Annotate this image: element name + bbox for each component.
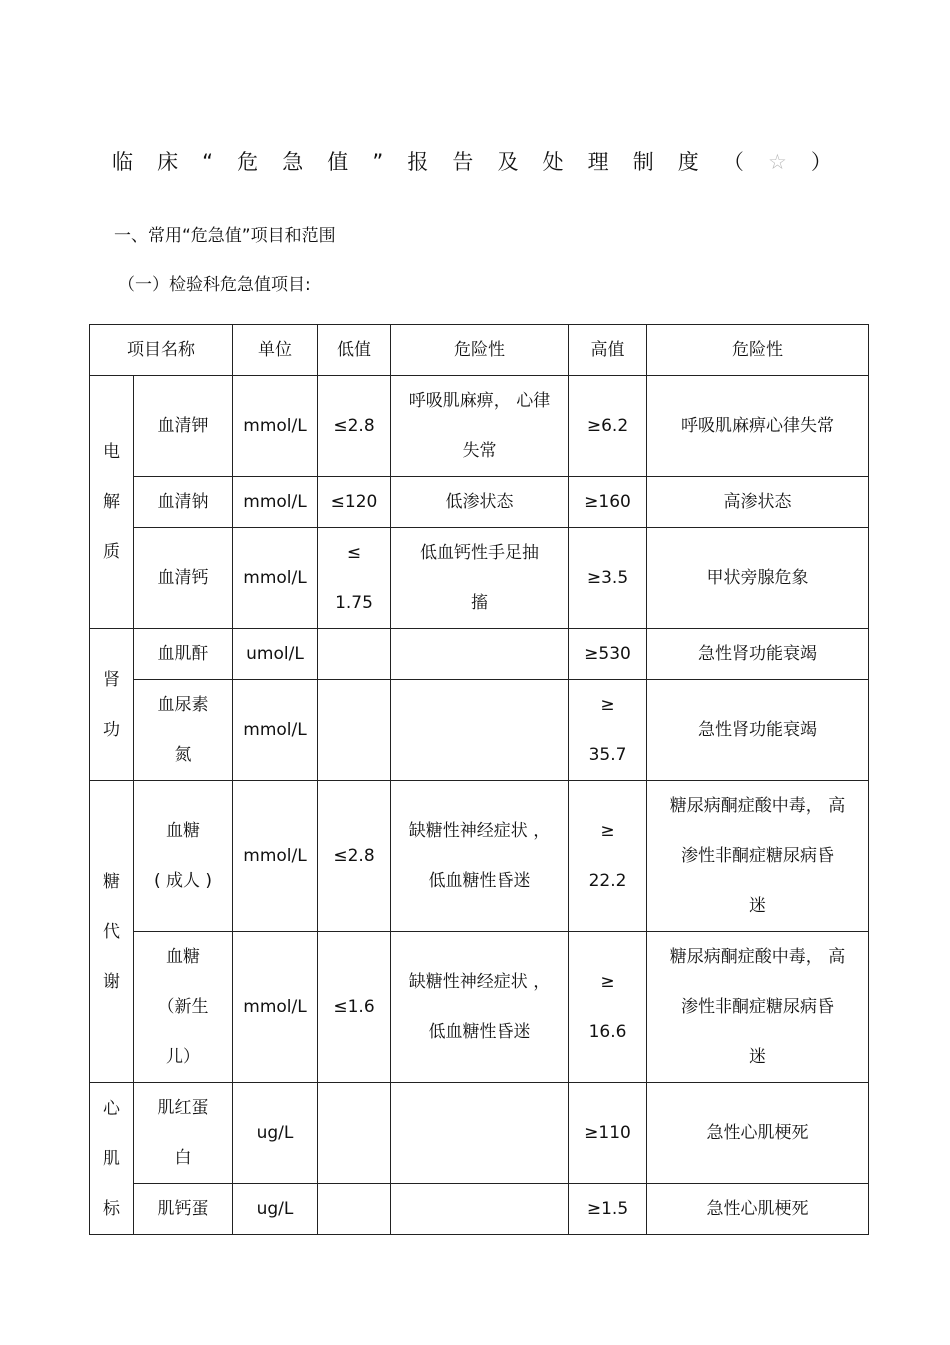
group-label: 心肌标 — [103, 1098, 120, 1219]
high-risk-cell: 糖尿病酮症酸中毒， 高 渗性非酮症糖尿病昏 迷 — [647, 781, 869, 932]
unit-cell: mmol/L — [233, 680, 318, 781]
header-high: 高值 — [569, 325, 647, 376]
title-char: ” — [372, 150, 384, 174]
group-label: 电解质 — [103, 442, 120, 562]
high-risk-cell: 急性心肌梗死 — [647, 1184, 869, 1235]
title-char: 危 — [237, 150, 259, 174]
low-cell: ≤120 — [318, 477, 391, 528]
title-char: ） — [810, 150, 832, 174]
title-char: 临 — [112, 150, 133, 174]
title-char: （ — [722, 150, 744, 174]
low-risk-cell: 低血钙性手足抽 搐 — [391, 528, 569, 629]
high-cell: ≥6.2 — [569, 376, 647, 477]
table-row — [90, 932, 869, 1083]
low-risk-cell: 呼吸肌麻痹， 心律 失常 — [391, 376, 569, 477]
table-row — [90, 1184, 869, 1235]
high-cell: ≥530 — [569, 629, 647, 680]
table-row — [90, 781, 869, 932]
item-cell: 血糖 ( 成人 ) — [134, 781, 233, 932]
table-row — [90, 1083, 869, 1184]
low-risk-cell: 缺糖性神经症状 ， 低血糖性昏迷 — [391, 781, 569, 932]
table-row — [90, 477, 869, 528]
high-cell: ≥ 16.6 — [569, 932, 647, 1083]
item-cell: 血糖 （新生 儿） — [134, 932, 233, 1083]
title-char: 值 — [327, 150, 349, 174]
low-cell — [318, 1083, 391, 1184]
section-heading: 一、常用“危急值”项目和范围 — [114, 226, 336, 246]
title-char: 急 — [282, 150, 304, 174]
low-cell — [318, 629, 391, 680]
item-cell: 血清钠 — [134, 477, 233, 528]
low-cell: ≤ 1.75 — [318, 528, 391, 629]
unit-cell: mmol/L — [233, 781, 318, 932]
item-cell: 血清钙 — [134, 528, 233, 629]
unit-cell: umol/L — [233, 629, 318, 680]
unit-cell: ug/L — [233, 1083, 318, 1184]
item-cell: 肌红蛋 白 — [134, 1083, 233, 1184]
high-risk-cell: 急性心肌梗死 — [647, 1083, 869, 1184]
title-char: 告 — [452, 150, 474, 174]
title-char: 度 — [677, 150, 699, 174]
title-char: 床 — [157, 150, 179, 174]
high-cell: ≥ 35.7 — [569, 680, 647, 781]
item-cell: 肌钙蛋 — [134, 1184, 233, 1235]
header-low: 低值 — [318, 325, 391, 376]
title-char: 理 — [587, 150, 609, 174]
low-risk-cell: 缺糖性神经症状 ， 低血糖性昏迷 — [391, 932, 569, 1083]
sub-heading: （一）检验科危急值项目: — [118, 275, 311, 295]
critical-values-table — [89, 324, 869, 1235]
header-unit: 单位 — [233, 325, 318, 376]
group-cell — [90, 376, 134, 629]
high-risk-cell: 急性肾功能衰竭 — [647, 680, 869, 781]
unit-cell: mmol/L — [233, 376, 318, 477]
high-cell: ≥160 — [569, 477, 647, 528]
group-label: 糖代谢 — [103, 871, 120, 992]
high-cell: ≥3.5 — [569, 528, 647, 629]
table-row — [90, 629, 869, 680]
header-item-name: 项目名称 — [90, 325, 233, 376]
group-label: 肾功 — [103, 669, 120, 740]
group-cell — [90, 781, 134, 1083]
low-risk-cell — [391, 1184, 569, 1235]
table-row — [90, 528, 869, 629]
low-cell — [318, 1184, 391, 1235]
table-header-row — [90, 325, 869, 376]
low-cell: ≤2.8 — [318, 781, 391, 932]
high-risk-cell: 糖尿病酮症酸中毒， 高 渗性非酮症糖尿病昏 迷 — [647, 932, 869, 1083]
item-cell: 血清钾 — [134, 376, 233, 477]
group-cell — [90, 629, 134, 781]
title-char: 报 — [407, 150, 429, 174]
table-row — [90, 376, 869, 477]
low-risk-cell: 低渗状态 — [391, 477, 569, 528]
high-risk-cell: 急性肾功能衰竭 — [647, 629, 869, 680]
low-cell: ≤1.6 — [318, 932, 391, 1083]
low-cell: ≤2.8 — [318, 376, 391, 477]
high-cell: ≥ 22.2 — [569, 781, 647, 932]
star-icon: ☆ — [767, 150, 787, 174]
high-cell: ≥110 — [569, 1083, 647, 1184]
title-char: “ — [202, 150, 214, 174]
high-cell: ≥1.5 — [569, 1184, 647, 1235]
high-risk-cell: 呼吸肌麻痹心律失常 — [647, 376, 869, 477]
group-cell — [90, 1083, 134, 1235]
header-low-risk: 危险性 — [391, 325, 569, 376]
high-risk-cell: 高渗状态 — [647, 477, 869, 528]
high-risk-cell: 甲状旁腺危象 — [647, 528, 869, 629]
low-risk-cell — [391, 629, 569, 680]
title-char: 及 — [497, 150, 519, 174]
title-char: 制 — [632, 150, 654, 174]
unit-cell: mmol/L — [233, 528, 318, 629]
low-risk-cell — [391, 1083, 569, 1184]
low-risk-cell — [391, 680, 569, 781]
title-char: 处 — [542, 150, 564, 174]
low-cell — [318, 680, 391, 781]
item-cell: 血尿素 氮 — [134, 680, 233, 781]
header-high-risk: 危险性 — [647, 325, 869, 376]
unit-cell: mmol/L — [233, 932, 318, 1083]
table-row — [90, 680, 869, 781]
unit-cell: ug/L — [233, 1184, 318, 1235]
item-cell: 血肌酐 — [134, 629, 233, 680]
unit-cell: mmol/L — [233, 477, 318, 528]
document-title — [112, 146, 832, 178]
